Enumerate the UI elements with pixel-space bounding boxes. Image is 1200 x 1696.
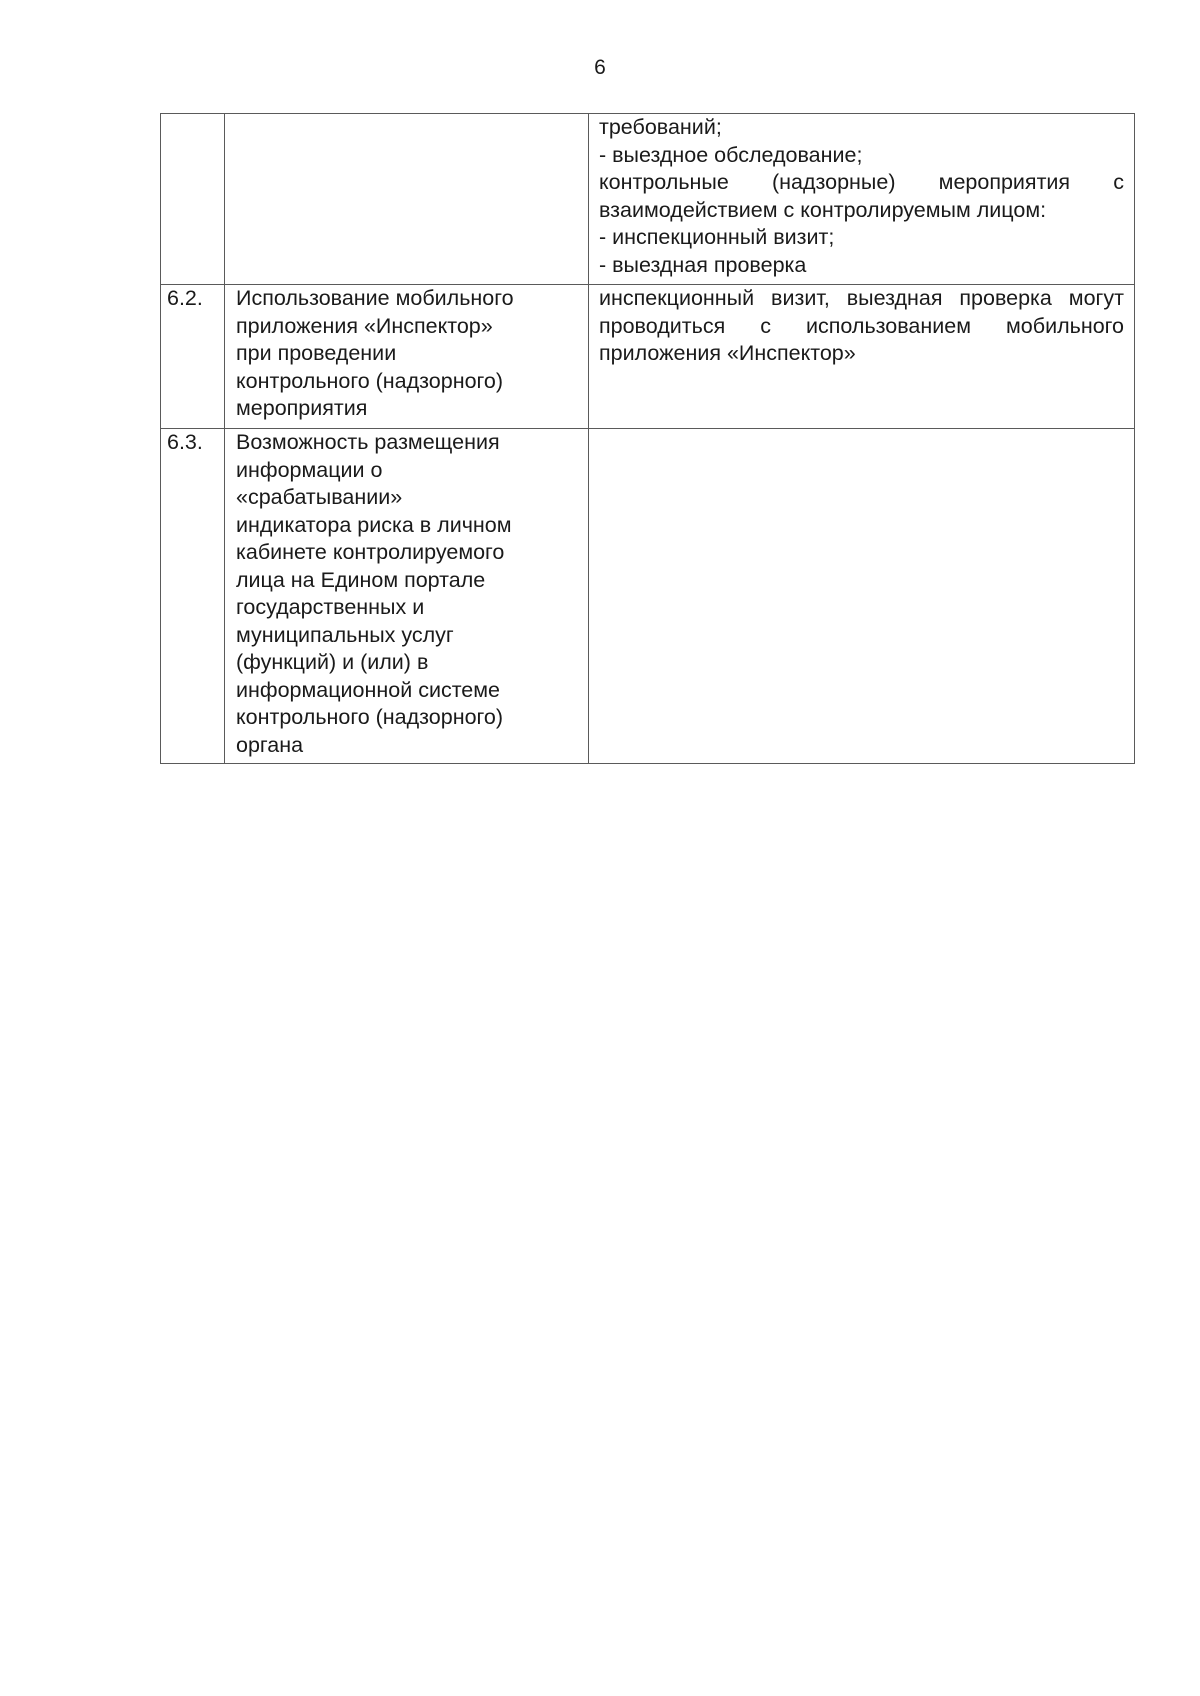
name-line: контрольного (надзорного) (236, 368, 504, 393)
name-line: мероприятия (236, 396, 368, 420)
description-line: - инспекционный визит; (599, 225, 835, 249)
description-line: контрольные (надзорные) мероприятия с (599, 170, 1124, 194)
name-line: (функций) и (или) в (236, 650, 429, 674)
description-line: - выездная проверка (599, 252, 807, 277)
name-line: при проведении (236, 341, 397, 365)
description-line: приложения «Инспектор» (599, 341, 856, 365)
name-line: органа (236, 732, 304, 757)
page-number: 6 (594, 56, 606, 79)
name-line: Использование мобильного (236, 286, 514, 310)
row-number-cell: 6.3. (161, 429, 225, 764)
row-number-cell: 6.2. (161, 285, 225, 429)
row-name-cell (225, 114, 589, 285)
row-description-cell (589, 429, 1135, 764)
name-line: муниципальных услуг (236, 622, 454, 647)
row-name-cell (225, 429, 589, 764)
description-line: инспекционный визит, выездная проверка могут (599, 286, 1124, 310)
name-line: контрольного (надзорного) (236, 705, 504, 729)
description-line: требований; (599, 115, 722, 139)
name-line: информации о (236, 457, 383, 482)
row-name-cell (225, 285, 589, 429)
name-line: Возможность размещения (236, 430, 500, 454)
name-line: кабинете контролируемого (236, 540, 505, 564)
requirements-table (160, 113, 1135, 764)
name-line: приложения «Инспектор» (236, 313, 493, 338)
description-line: взаимодействием с контролируемым лицом: (599, 197, 1047, 222)
table-row (161, 285, 1135, 429)
name-line: «срабатывании» (236, 485, 403, 509)
row-description-cell (589, 285, 1135, 429)
description-line: - выездное обследование; (599, 142, 863, 167)
table-row (161, 114, 1135, 285)
name-line: индикатора риска в личном (236, 512, 512, 537)
name-line: государственных и (236, 595, 425, 619)
table-row (161, 429, 1135, 764)
name-line: лица на Едином портале (236, 567, 486, 592)
row-number-cell (161, 114, 225, 285)
row-description-cell (589, 114, 1135, 285)
name-line: информационной системе (236, 677, 501, 702)
description-line: проводиться с использованием мобильного (599, 313, 1124, 338)
